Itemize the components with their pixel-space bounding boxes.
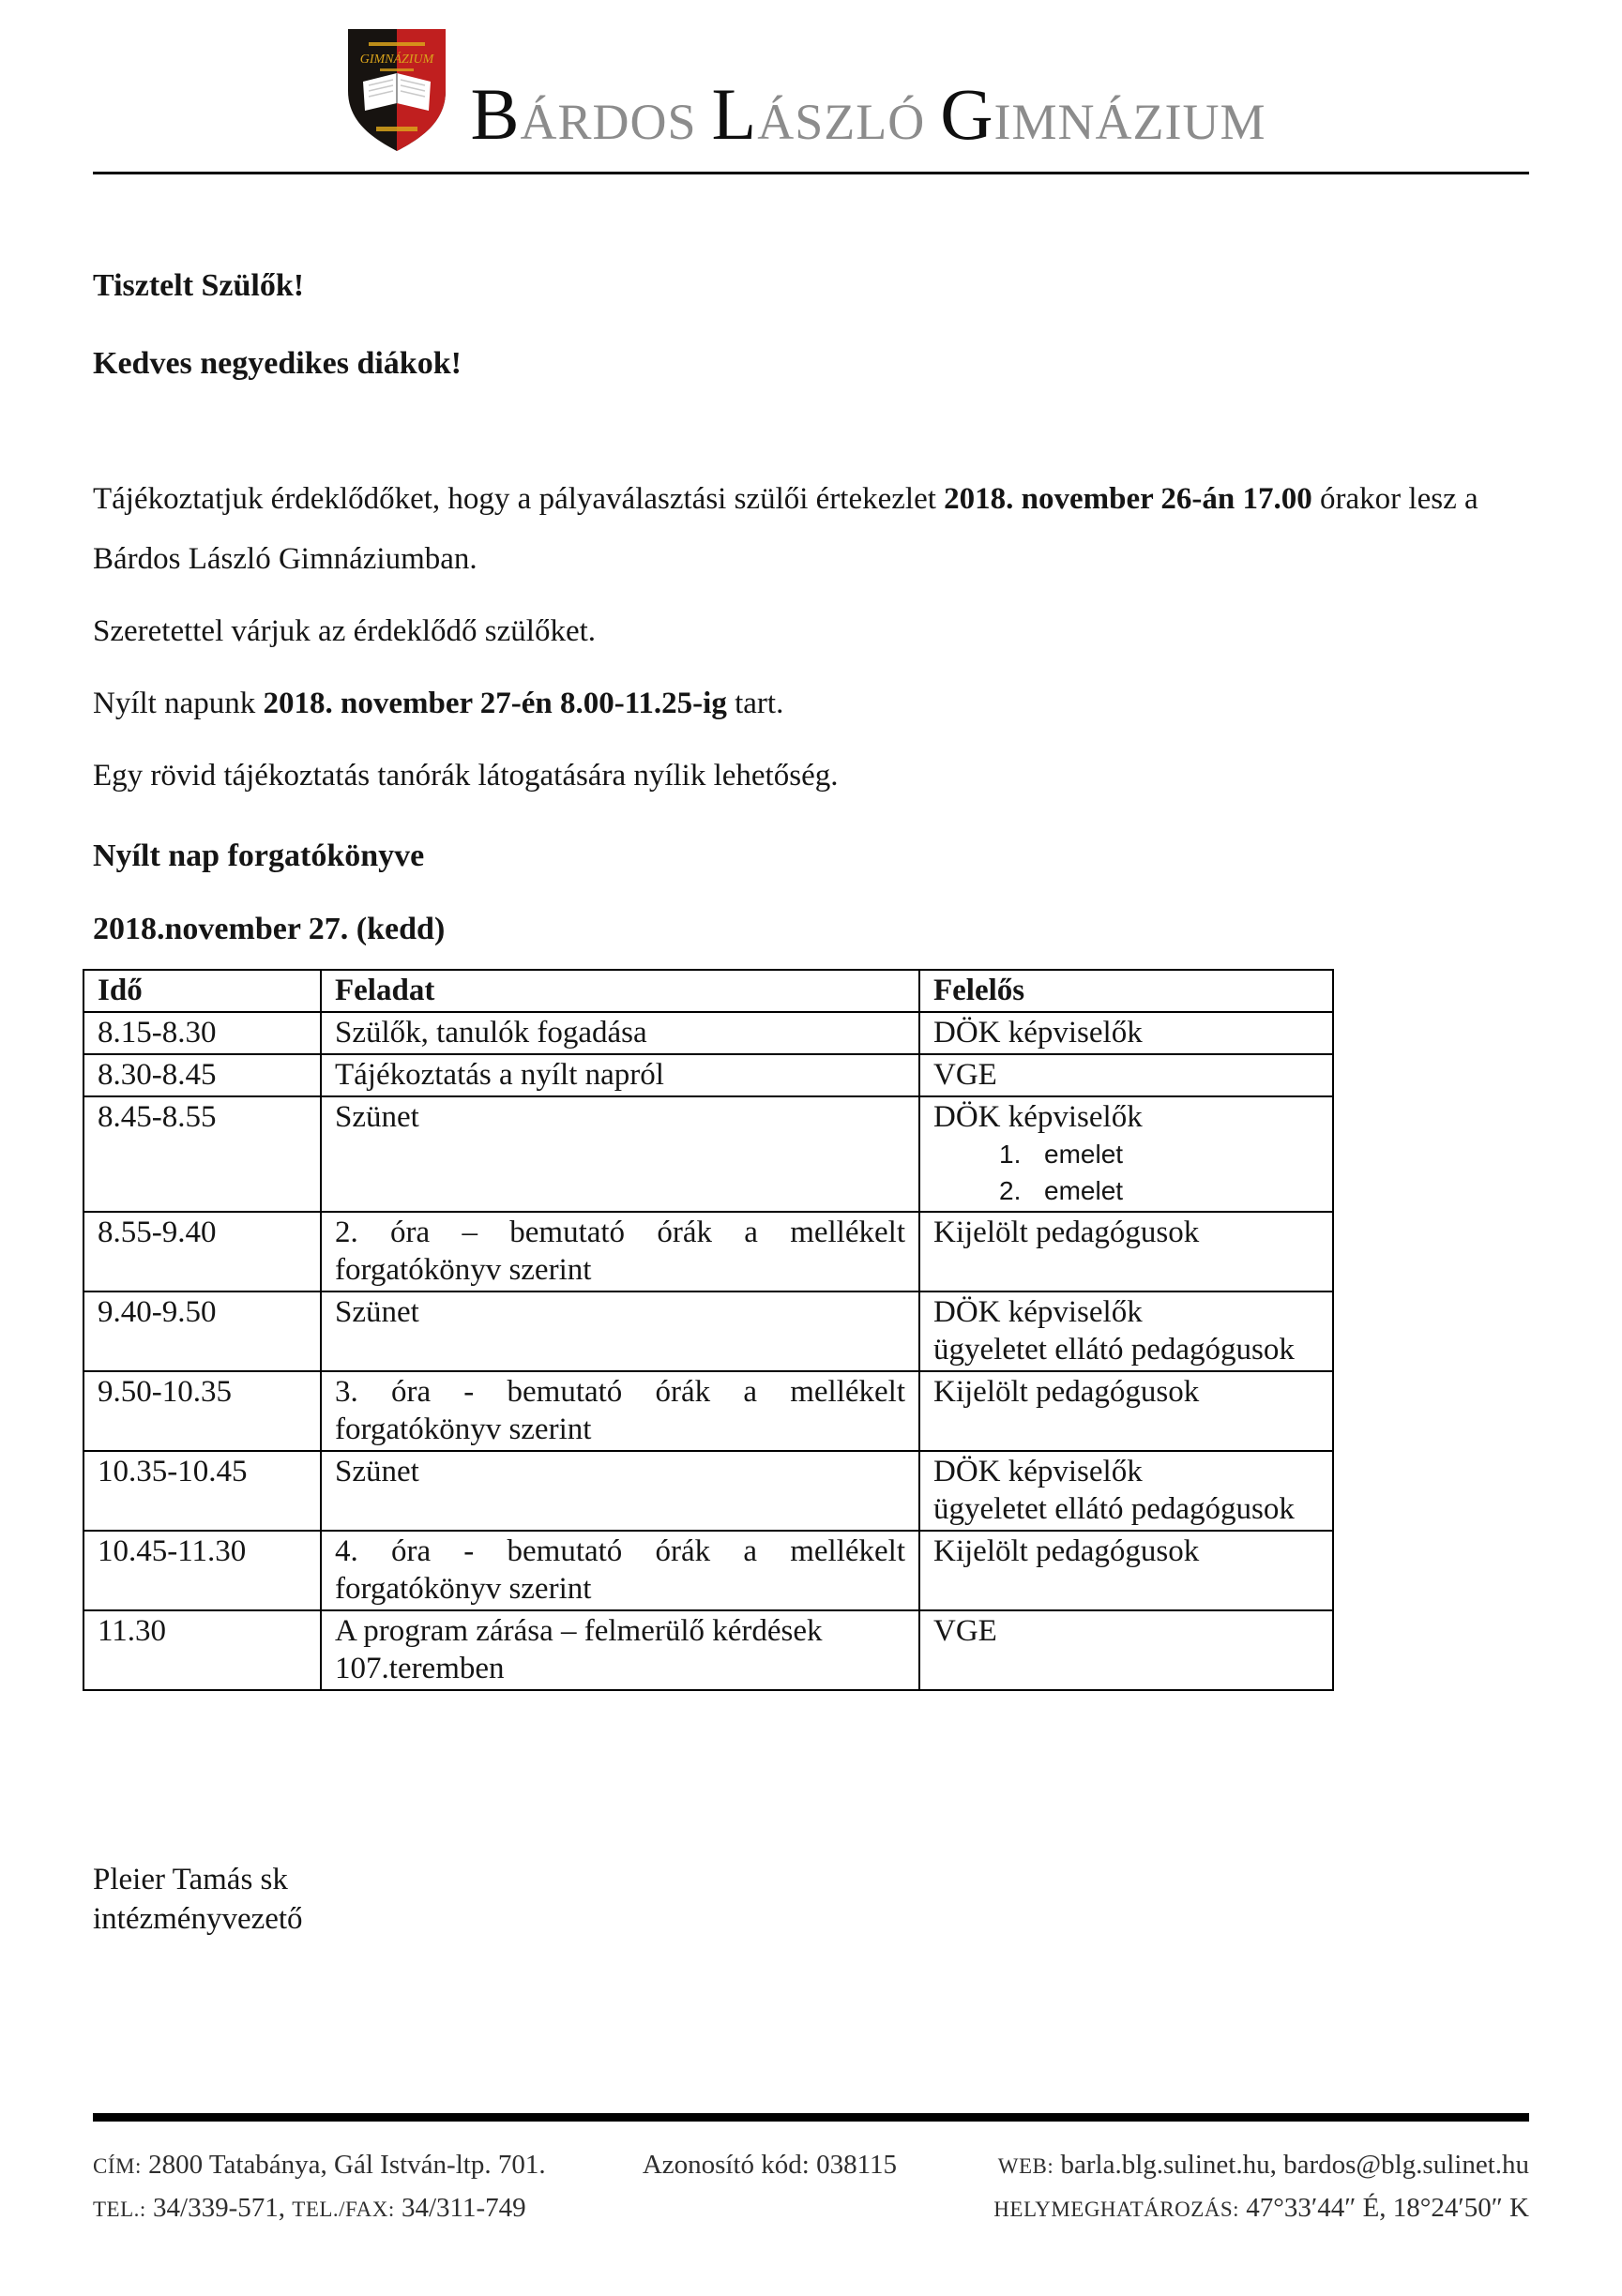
responsible-line: ügyeletet ellátó pedagógusok — [933, 1492, 1295, 1526]
cell-time: 9.40-9.50 — [83, 1292, 321, 1371]
fax-label: TEL./FAX: — [292, 2198, 395, 2221]
schedule-table — [83, 969, 1334, 1691]
school-name-initial: L — [711, 73, 758, 155]
footer-contact-left — [93, 2144, 546, 2230]
signature-name: Pleier Tamás sk — [93, 1863, 288, 1896]
fax-value: 34/311-749 — [402, 2193, 526, 2223]
tel-value: 34/339-571, — [153, 2193, 286, 2223]
footer-address — [93, 2144, 546, 2187]
list-number: 1. — [999, 1140, 1022, 1169]
letter-body — [0, 268, 1622, 1939]
address-value: 2800 Tatabánya, Gál István-ltp. 701. — [148, 2150, 546, 2180]
responsible-line: DÖK képviselők — [933, 1100, 1143, 1134]
header-cell-time: Idő — [83, 970, 321, 1012]
responsible-line: DÖK képviselők — [933, 1295, 1143, 1329]
emelet-list-item — [933, 1172, 1319, 1209]
tel-label: TEL.: — [93, 2198, 146, 2221]
table-row — [83, 1212, 1333, 1292]
cell-task: Szülők, tanulók fogadása — [321, 1012, 919, 1054]
signature-role: intézményvezető — [93, 1902, 303, 1936]
table-row — [83, 1012, 1333, 1054]
cell-responsible: DÖK képviselők — [919, 1012, 1333, 1054]
section-date: 2018.november 27. (kedd) — [93, 912, 446, 946]
cell-time: 8.55-9.40 — [83, 1212, 321, 1292]
cell-time: 10.35-10.45 — [83, 1451, 321, 1531]
table-row — [83, 1054, 1333, 1096]
cell-task: Szünet — [321, 1292, 919, 1371]
school-name-initial: B — [470, 73, 521, 155]
responsible-line: ügyeletet ellátó pedagógusok — [933, 1333, 1295, 1367]
table-row — [83, 1451, 1333, 1531]
cell-task: Szünet — [321, 1096, 919, 1212]
cell-task: 3. óra - bemutató órák a mellékelt forgatókönyv szerint — [321, 1371, 919, 1451]
paragraph-text: Nyílt napunk — [93, 687, 264, 720]
school-name-rest: ÁSZLÓ — [757, 94, 926, 150]
paragraph-lessons-visit: Egy rövid tájékoztatás tanórák látogatására nyílik lehetőség. — [93, 759, 839, 793]
cell-responsible: Kijelölt pedagógusok — [919, 1371, 1333, 1451]
crest-decorative-line — [376, 127, 417, 131]
id-label: Azonosító kód: — [642, 2150, 810, 2180]
emelet-list-item — [933, 1136, 1319, 1172]
address-label: CÍM: — [93, 2154, 142, 2178]
paragraph-text: tart. — [726, 687, 784, 720]
header — [0, 0, 1622, 157]
paragraph-text: órakor lesz a Bárdos László Gimnáziumban. — [93, 482, 1478, 576]
cell-task: Tájékoztatás a nyílt napról — [321, 1054, 919, 1096]
id-value: 038115 — [816, 2150, 898, 2180]
footer-columns — [93, 2144, 1529, 2230]
paragraph-openday — [93, 673, 1529, 733]
cell-task: 2. óra – bemutató órák a mellékelt forgatókönyv szerint — [321, 1212, 919, 1292]
footer-tel — [93, 2187, 546, 2230]
footer-geo — [993, 2187, 1529, 2230]
header-rule — [93, 172, 1529, 174]
crest-decorative-line — [369, 42, 425, 46]
school-name-rest: ÁRDOS — [520, 94, 697, 150]
cell-time: 11.30 — [83, 1610, 321, 1690]
cell-responsible: VGE — [919, 1054, 1333, 1096]
cell-task: 4. óra - bemutató órák a mellékelt forgatókönyv szerint — [321, 1531, 919, 1610]
meeting-datetime: 2018. november 26-án 17.00 — [944, 482, 1312, 516]
table-row — [83, 1096, 1333, 1212]
list-text: emelet — [1044, 1140, 1124, 1169]
list-number: 2. — [999, 1176, 1022, 1205]
salutation-primary: Tisztelt Szülők! — [93, 268, 305, 303]
cell-responsible: Kijelölt pedagógusok — [919, 1212, 1333, 1292]
cell-responsible — [919, 1451, 1333, 1531]
crest-gimnazium-text: GIMNÁZIUM — [360, 53, 434, 67]
list-text: emelet — [1044, 1176, 1124, 1205]
salutation-secondary: Kedves negyedikes diákok! — [93, 346, 462, 381]
school-crest-logo — [341, 23, 453, 155]
cell-time: 8.30-8.45 — [83, 1054, 321, 1096]
openday-datetime: 2018. november 27-én 8.00-11.25-ig — [263, 687, 727, 720]
footer-contact-right — [993, 2144, 1529, 2230]
cell-time: 8.15-8.30 — [83, 1012, 321, 1054]
table-row — [83, 1371, 1333, 1451]
school-name-initial: G — [940, 73, 994, 155]
footer-id — [643, 2144, 897, 2230]
section-heading: Nyílt nap forgatókönyve — [93, 838, 425, 873]
header-cell-responsible: Felelős — [919, 970, 1333, 1012]
footer-rule — [93, 2113, 1529, 2122]
cell-time: 9.50-10.35 — [83, 1371, 321, 1451]
table-row — [83, 1531, 1333, 1610]
crest-decorative-line — [380, 68, 414, 71]
school-name — [470, 72, 1281, 157]
paragraph-meeting-info — [93, 469, 1529, 589]
table-header-row — [83, 970, 1333, 1012]
header-cell-task: Feladat — [321, 970, 919, 1012]
paragraph-text: Tájékoztatjuk érdeklődőket, hogy a pályaválasztási szülői értekezlet — [93, 482, 945, 516]
cell-time: 10.45-11.30 — [83, 1531, 321, 1610]
geo-label: HELYMEGHATÁROZÁS: — [993, 2198, 1240, 2221]
signature-block — [93, 1860, 1529, 1939]
cell-responsible — [919, 1292, 1333, 1371]
cell-responsible — [919, 1096, 1333, 1212]
responsible-line: DÖK képviselők — [933, 1455, 1143, 1488]
web-label: WEB: — [997, 2154, 1054, 2178]
cell-task: Szünet — [321, 1451, 919, 1531]
cell-responsible: VGE — [919, 1610, 1333, 1690]
table-row — [83, 1610, 1333, 1690]
table-row — [83, 1292, 1333, 1371]
footer — [93, 2113, 1529, 2230]
paragraph-welcome: Szeretettel várjuk az érdeklődő szülőket. — [93, 614, 597, 648]
school-name-rest: IMNÁZIUM — [993, 94, 1266, 150]
cell-time: 8.45-8.55 — [83, 1096, 321, 1212]
footer-web — [993, 2144, 1529, 2187]
geo-value: 47°33′44″ É, 18°24′50″ K — [1246, 2193, 1529, 2223]
web-value: barla.blg.sulinet.hu, bardos@blg.sulinet.hu — [1060, 2150, 1529, 2180]
cell-task: A program zárása – felmerülő kérdések 107.teremben — [321, 1610, 919, 1690]
cell-responsible: Kijelölt pedagógusok — [919, 1531, 1333, 1610]
